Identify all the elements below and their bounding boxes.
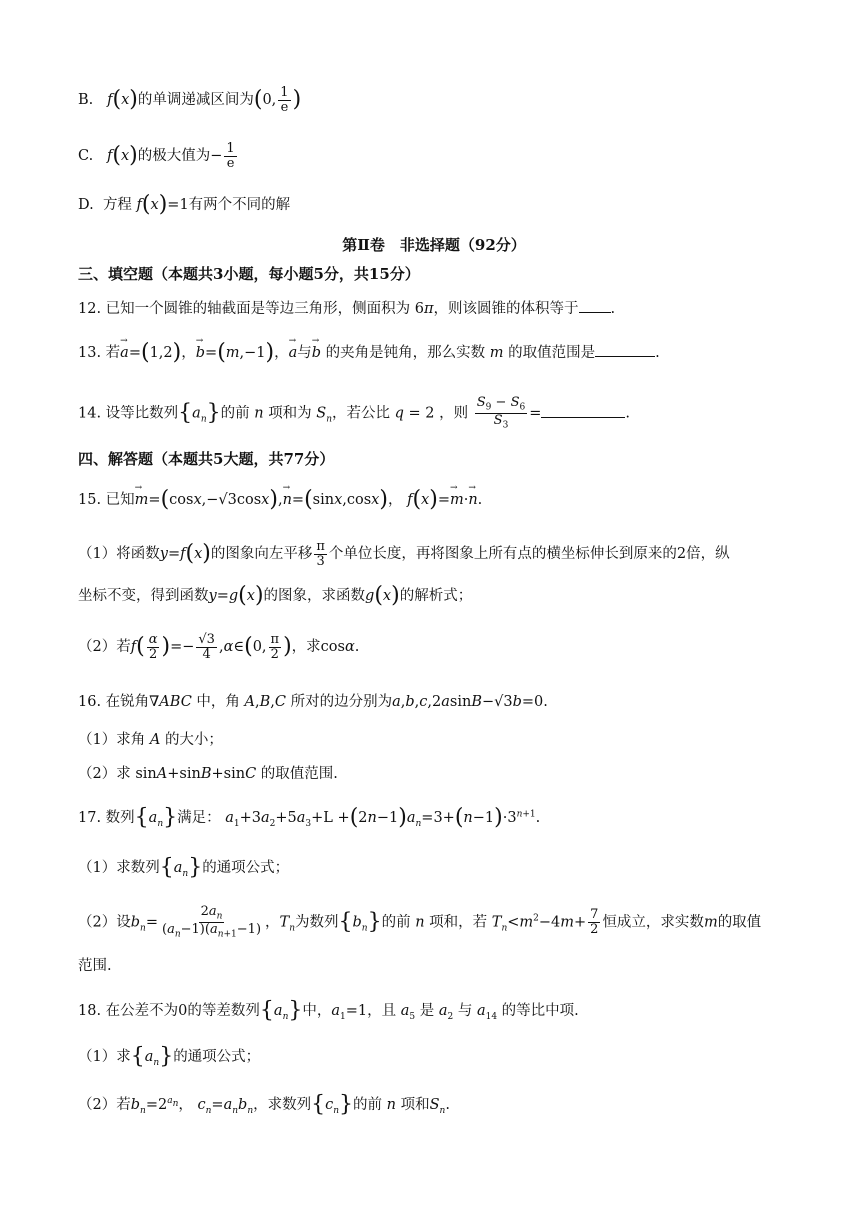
q18-part2: （2）若$b_n=2^{a_n}$， $c_n=a_nb_n$，求数列$\{c_n\}$的前 n 项和$S_n$.: [78, 1092, 450, 1117]
q18-p1: （1）求: [78, 1049, 131, 1066]
q16-p2: （2）求: [78, 766, 131, 782]
q14-text-d: ，若公比: [332, 405, 391, 422]
option-c-label: C.: [78, 148, 94, 165]
q18-p2-c: 的前: [353, 1097, 383, 1114]
q17-number: 17.: [78, 810, 102, 827]
frac-1-e: $\frac{1}{e}$: [280, 85, 289, 115]
option-c-text: 的极大值为: [137, 148, 211, 165]
option-d-label: D.: [78, 197, 94, 214]
q13-text: 的夹角是钝角，那么实数: [325, 345, 486, 362]
q18-p2-b: ，求数列: [253, 1097, 312, 1114]
q13-answer-blank[interactable]: [595, 355, 655, 357]
q15-part2: （2）若f( $\frac{\alpha}{2}$ )=− $\frac{√3}{4}$ ,α∈(0, $\frac{\pi}{2}$ )，求cosα.: [78, 632, 360, 662]
q17-p2-d: 项和，若: [429, 914, 488, 931]
q15-p1-e: 的图象，求函数: [263, 588, 366, 605]
option-d: D. 方程 f(x)=1有两个不同的解: [78, 192, 291, 217]
q18-number: 18.: [78, 1003, 102, 1020]
q15-p1-f: 的解析式；: [399, 588, 473, 605]
q18-p1-b: 的通项公式；: [173, 1049, 261, 1066]
q17-p1: （1）求数列: [78, 860, 160, 877]
q13-pre: 若: [105, 345, 121, 362]
q17-text-b: 满足：: [177, 810, 221, 827]
q17-bn-fraction: $\frac{2a_n}{(a_n-1)(a_{n+1}-1)}$: [161, 904, 262, 940]
section3-title: 三、填空题（本题共3小题，每小题5分，共15分）: [78, 265, 420, 283]
q18-text-d: 是: [419, 1003, 435, 1020]
option-b: B. f(x)的单调递减区间为(0, $\frac{1}{e}$ ): [78, 85, 302, 115]
q18-text-b: 中，: [302, 1003, 332, 1020]
q15-pre: 已知: [105, 492, 135, 509]
q17-p2-a: （2）设: [78, 914, 131, 931]
math-fx: f: [107, 92, 113, 109]
q17-part1: （1）求数列$\{a_n\}$的通项公式；: [78, 855, 290, 880]
q14-number: 14.: [78, 405, 102, 422]
option-b-text: 的单调递减区间为: [137, 92, 254, 109]
q16-text-a: 在锐角: [105, 694, 150, 710]
q17-p1-b: 的通项公式；: [202, 860, 290, 877]
q17-text-a: 数列: [105, 810, 135, 827]
question-18: 18. 在公差不为0的等差数列$\{a_n\}$中，$a_1=1$，且 $a_5$ 是 $a_2$ 与 $a_{14}$ 的等比中项.: [78, 998, 579, 1023]
q16-text-b: 中，角: [196, 694, 240, 710]
q15-part1-line2: 坐标不变，得到函数y=g(x)的图象，求函数g(x)的解析式；: [78, 583, 473, 608]
q14-end: .: [625, 405, 630, 422]
question-15: 15. 已知→ m=(cosx,−√3cosx),→ n=(sinx,cosx)， f(x)=→ m·→ n.: [78, 487, 808, 513]
q18-part1: （1）求$\{a_n\}$的通项公式；: [78, 1044, 261, 1069]
q14-text-c: 项和为: [268, 405, 312, 422]
q15-p1-d: 坐标不变，得到函数: [78, 588, 209, 605]
q17-part2-cont: 范围.: [78, 958, 112, 974]
q16-text-c: 所对的边分别为: [290, 694, 393, 710]
q17-p2-b: 为数列: [295, 914, 339, 931]
q16-part2: （2）求 sinA+sinB+sinC 的取值范围.: [78, 766, 338, 782]
q16-p1: （1）求角: [78, 732, 146, 748]
q12-end: .: [610, 301, 616, 317]
q18-text-e: 与: [457, 1003, 473, 1020]
q13-number: 13.: [78, 345, 102, 362]
q12-number: 12.: [78, 301, 102, 317]
q12-answer-blank[interactable]: [579, 311, 611, 313]
q16-part1: （1）求角 A 的大小；: [78, 732, 223, 748]
option-b-label: B.: [78, 92, 94, 109]
q18-p2-d: 项和: [400, 1097, 430, 1114]
q17-p2-e: 恒成立，求实数: [602, 914, 704, 931]
q14-text-b: 的前: [220, 405, 250, 422]
frac-pi-3: $\frac{\pi}{3}$: [316, 539, 325, 569]
question-16: 16. 在锐角∇ABC 中，角 A,B,C 所对的边分别为a,b,c,2asinB−√3b=0.: [78, 694, 548, 710]
section4-title: 四、解答题（本题共5大题，共77分）: [78, 450, 335, 468]
q17-p2-f: 的取值: [717, 914, 762, 931]
part2-title: 第Ⅱ卷 非选择题（92分）: [342, 236, 526, 254]
question-17: 17. 数列$\{a_n\}$满足： $a_1+3a_2+5a_3+L +(2n-1)a_n=3+(n-1)\cdot 3^{n+1}$.: [78, 805, 541, 830]
q14-answer-blank[interactable]: [541, 416, 625, 418]
q14-text-e: ，则: [439, 405, 469, 422]
frac-1-e-c: $\frac{1}{e}$: [226, 141, 235, 171]
q16-p2-b: 的取值范围.: [260, 766, 338, 782]
q15-p2-a: （2）若: [78, 639, 131, 656]
q18-p2-a: （2）若: [78, 1097, 131, 1114]
q16-number: 16.: [78, 694, 102, 710]
q18-text-a: 在公差不为0的等差数列: [105, 1003, 260, 1020]
q12-text-b: ，则该圆锥的体积等于: [433, 301, 579, 317]
q13-end: .: [655, 345, 660, 362]
option-c: C. f(x)的极大值为− $\frac{1}{e}$: [78, 141, 235, 171]
question-14: 14. 设等比数列$\{a_n\}$的前 n 项和为 $S_n$，若公比 q = 2 ，则 $\frac{S_9 - S_6}{S_3}$ = .: [78, 395, 630, 431]
option-d-pre: 方程: [102, 197, 132, 214]
q12-text-a: 已知一个圆锥的轴截面是等边三角形，侧面积为: [105, 301, 411, 317]
question-13: 13. 若→ a=(1,2)，→ b=(m,−1)，→ a与→ b 的夹角是钝角，那么实数 m 的取值范围是 .: [78, 340, 808, 366]
q14-fraction: $\frac{S_9 - S_6}{S_3}$: [476, 395, 526, 431]
q18-text-f: 的等比中项.: [501, 1003, 579, 1020]
q15-p2-b: ，求: [291, 639, 321, 656]
q15-p1-c: 个单位长度，再将图象上所有点的横坐标伸长到原来的2倍，纵: [328, 546, 730, 563]
q17-p2-c: 的前: [381, 914, 411, 931]
q17-part2: （2）设$b_n=$ $\frac{2a_n}{(a_n-1)(a_{n+1}-1)}$ ，$T_n$为数列$\{b_n\}$的前 n 项和，若 $T_n<m^2-4m+$ $\frac{7}{2}$ 恒成立，求实数m的取值: [78, 904, 762, 940]
question-12: 12. 已知一个圆锥的轴截面是等边三角形，侧面积为 6π，则该圆锥的体积等于 .: [78, 301, 616, 317]
q13-mid: 与: [297, 345, 312, 362]
q18-text-c: ，且: [367, 1003, 397, 1020]
q14-text-a: 设等比数列: [105, 405, 179, 422]
q15-number: 15.: [78, 492, 102, 509]
q15-p1-b: 的图象向左平移: [210, 546, 313, 563]
q13-text-b: 的取值范围是: [508, 345, 596, 362]
option-d-text: 有两个不同的解: [188, 197, 291, 214]
q16-p1-b: 的大小；: [164, 732, 223, 748]
q15-part1-line1: （1）将函数y=f(x)的图象向左平移 $\frac{\pi}{3}$ 个单位长度，再将图象上所有点的横坐标伸长到原来的2倍，纵: [78, 539, 730, 569]
q15-p1-a: （1）将函数: [78, 546, 160, 563]
